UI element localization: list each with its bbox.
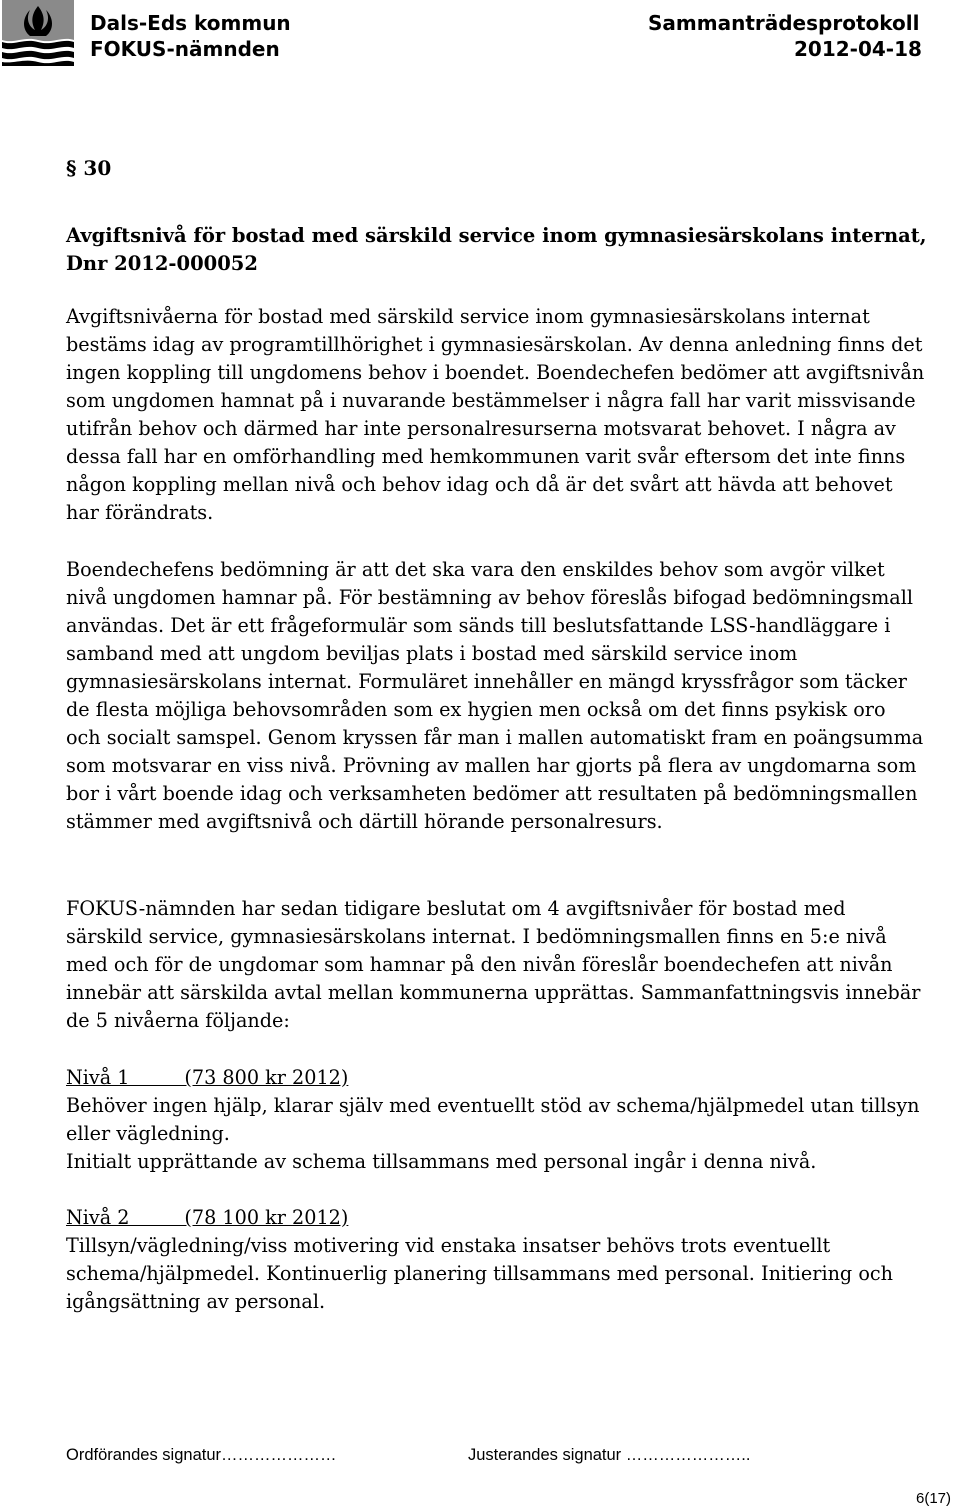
level-description: Initialt upprättande av schema tillsammans med personal ingår i denna nivå. <box>66 1150 817 1173</box>
header-org: Dals-Eds kommun <box>90 11 291 35</box>
level-description: Tillsyn/vägledning/viss motivering vid enstaka insatser behövs trots eventuellt schema/hjälpmedel. Kontinuerlig planering tillsammans med personal. Initiering och igångsättning av personal. <box>66 1234 893 1313</box>
level-description: Behöver ingen hjälp, klarar själv med eventuellt stöd av schema/hjälpmedel utan tillsyn eller vägledning. <box>66 1094 920 1145</box>
page-number: 6(17) <box>916 1490 952 1507</box>
level-block-2 <box>66 1204 926 1316</box>
paragraph-2: Boendechefens bedömning är att det ska vara den enskildes behov som avgör vilket nivå ungdomen hamnar på. För bestämning av behov föreslås bifogad bedömningsmall användas. Det är ett frågeformulär som sänds till beslutsfattande LSS-handläggare i samband med att ungdom beviljas plats i bostad med särskild service inom gymnasiesärskolans internat. Formuläret innehåller en mängd kryssfrågor som täcker de flesta möjliga behovsområden som ex hygien men också om det finns psykisk oro och socialt samspel. Genom kryssen får man i mallen automatiskt fram en poängsumma som motsvarar en viss nivå. Prövning av mallen har gjorts på flera av ungdomarna som bor i vårt boende idag och verksamheten bedömer att resultaten på bedömningsmallen stämmer med avgiftsnivå och därtill hörande personalresurs. <box>66 558 924 833</box>
paragraph-1: Avgiftsnivåerna för bostad med särskild service inom gymnasiesärskolans internat bestäms idag av programtillhörighet i gymnasiesärskolan. Av denna anledning finns det ingen koppling till ungdomens behov i boendet. Boendechefen bedömer att avgiftsnivån som ungdomen hamnat på i nuvarande bestämmelser i några fall har varit missvisande utifrån behov och därmed har inte personalresurserna motsvarat behovet. I några av dessa fall har en omförhandling med hemkommunen varit svår eftersom det inte finns någon koppling mellan nivå och behov idag och då är det svårt att hävda att behovet har förändrats. <box>66 305 925 524</box>
header-committee: FOKUS-nämnden <box>90 37 280 61</box>
level-heading: Nivå 2 (78 100 kr 2012) <box>66 1206 349 1229</box>
chair-signature-line: Ordförandes signatur………………… <box>66 1446 337 1464</box>
paragraph-3: FOKUS-nämnden har sedan tidigare beslutat om 4 avgiftsnivåer för bostad med särskild service, gymnasiesärskolans internat. I bedömningsmallen finns en 5:e nivå med och för de ungdomar som hamnar på den nivån föreslår boendechefen att nivån innebär att särskilda avtal mellan kommunerna upprättas. Sammanfattningsvis innebär de 5 nivåerna följande: <box>66 897 921 1032</box>
adjuster-signature-line: Justerandes signatur ………………….. <box>468 1446 751 1464</box>
municipality-logo <box>2 0 74 66</box>
header-doc-type: Sammanträdesprotokoll <box>648 11 920 35</box>
section-title: Avgiftsnivå för bostad med särskild service inom gymnasiesärskolans internat, Dnr 2012-000052 <box>66 224 927 275</box>
header-date: 2012-04-18 <box>794 37 922 61</box>
section-number: § 30 <box>66 156 112 180</box>
level-heading: Nivå 1 (73 800 kr 2012) <box>66 1066 349 1089</box>
level-block-1 <box>66 1064 926 1176</box>
